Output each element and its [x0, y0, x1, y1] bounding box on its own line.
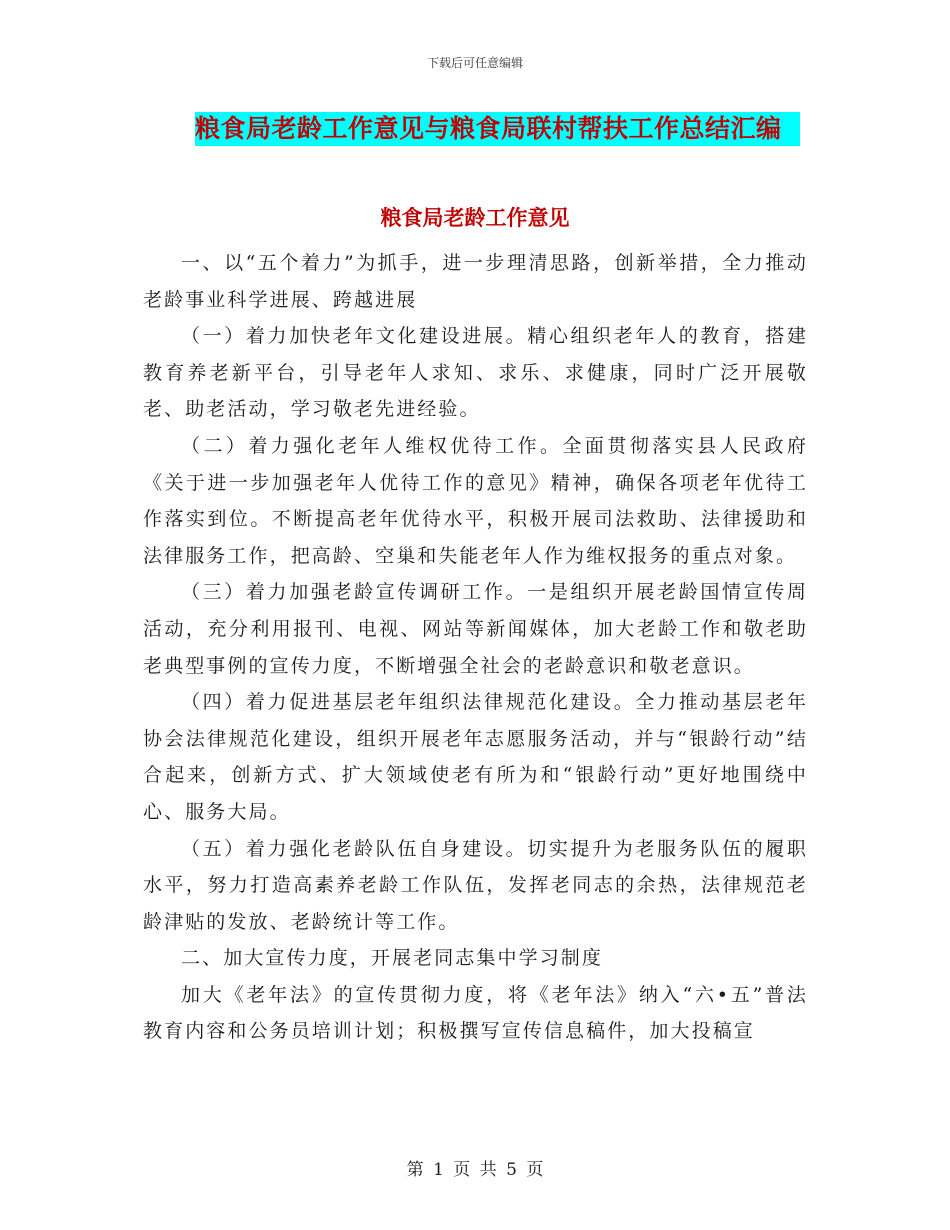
paragraph: （三）着力加强老龄宣传调研工作。一是组织开展老龄国情宣传周活动，充分利用报刊、电视、网站等新闻媒体，加大老龄工作和敬老助老典型事例的宣传力度，不断增强全社会的老龄意识和敬老意识。 [143, 581, 808, 677]
document-title: 粮食局老龄工作意见与粮食局联村帮扶工作总结汇编 [195, 112, 800, 146]
paragraph: 加大《老年法》的宣传贯彻力度，将《老年法》纳入“六•五”普法教育内容和公务员培训计划；积极撰写宣传信息稿件，加大投稿宣 [143, 983, 808, 1043]
document-body [143, 245, 808, 1050]
page-footer: 第 1 页 共 5 页 [406, 1160, 544, 1180]
paragraph: （四）着力促进基层老年组织法律规范化建设。全力推动基层老年协会法律规范化建设，组织开展老年志愿服务活动，并与“银龄行动”结合起来，创新方式、扩大领域使老有所为和“银龄行动”更好地围绕中心、服务大局。 [143, 691, 808, 823]
paragraph: （五）着力强化老龄队伍自身建设。切实提升为老服务队伍的履职水平，努力打造高素养老龄工作队伍，发挥老同志的余热，法律规范老龄津贴的发放、老龄统计等工作。 [143, 837, 808, 933]
paragraph: （一）着力加快老年文化建设进展。精心组织老年人的教育，搭建教育养老新平台，引导老年人求知、求乐、求健康，同时广泛开展敬老、助老活动，学习敬老先进经验。 [143, 325, 808, 421]
section-title: 粮食局老龄工作意见 [380, 206, 570, 230]
paragraph: （二）着力强化老年人维权优待工作。全面贯彻落实县人民政府《关于进一步加强老年人优待工作的意见》精神，确保各项老年优待工作落实到位。不断提高老年优待水平，积极开展司法救助、法律援助和法律服务工作，把高龄、空巢和失能老年人作为维权报务的重点对象。 [143, 434, 808, 567]
page-header-note: 下载后可任意编辑 [426, 56, 523, 70]
paragraph: 二、加大宣传力度，开展老同志集中学习制度 [181, 947, 604, 970]
paragraph: 一、以“五个着力”为抓手，进一步理清思路，创新举措，全力推动老龄事业科学进展、跨越进展 [143, 252, 808, 311]
